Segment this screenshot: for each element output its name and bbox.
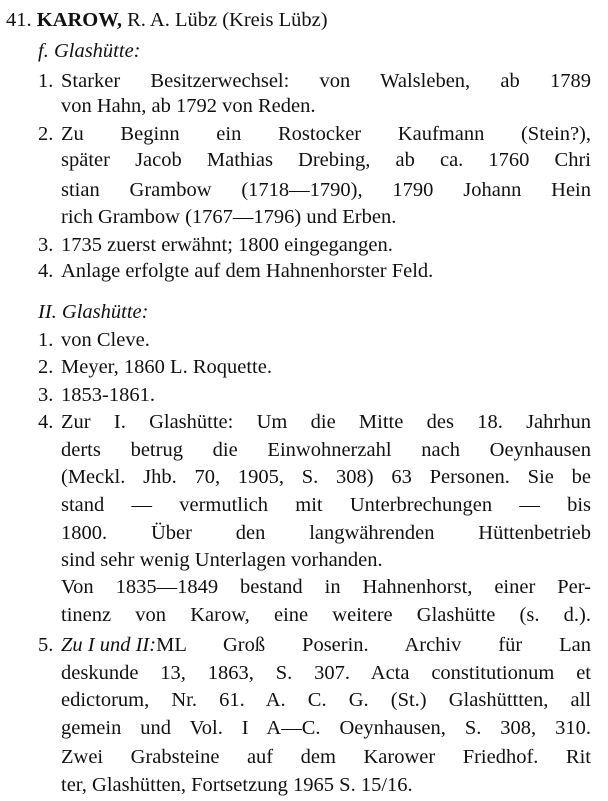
list-item-line: sind sehr wenig Unterlagen vorhanden. [61, 549, 383, 571]
list-item-line: gemein und Vol. I A—C. Oeynhausen, S. 308, 310. [61, 717, 591, 739]
list-item-number: 1. [38, 70, 54, 92]
list-item-line: tinenz von Karow, eine weitere Glashütte (s. d.). [61, 604, 591, 626]
list-item-number: 2. [38, 356, 54, 378]
entry-location: R. A. Lübz (Kreis Lübz) [127, 9, 328, 31]
list-item-line: (Meckl. Jhb. 70, 1905, S. 308) 63 Personen. Sie be [61, 466, 591, 488]
list-item-line: 1800. Über den langwährenden Hüttenbetrieb [61, 522, 591, 544]
list-item-line: von Hahn, ab 1792 von Reden. [61, 95, 316, 117]
list-item-line: deskunde 13, 1863, S. 307. Acta constitutionum et [61, 662, 591, 684]
section-heading-i: f. Glashütte: [38, 40, 141, 62]
list-item-line: Zu Beginn ein Rostocker Kaufmann (Stein?), [61, 123, 591, 145]
list-item-line: Meyer, 1860 L. Roquette. [61, 356, 272, 378]
list-item-line: ML Groß Poserin. Archiv für Lan [156, 634, 591, 656]
list-item-line: ter, Glashütten, Fortsetzung 1965 S. 15/16. [61, 774, 413, 796]
list-item-line: Von 1835—1849 bestand in Hahnenhorst, einer Per- [61, 576, 591, 598]
list-item-number: 3. [38, 234, 54, 256]
list-item-line: Starker Besitzerwechsel: von Walsleben, ab 1789 [61, 70, 591, 92]
list-item-first-line [61, 633, 591, 657]
list-item-line: stand — vermutlich mit Unterbrechungen — bis [61, 494, 591, 516]
list-item-line: 1853-1861. [61, 384, 155, 406]
list-item-line: von Cleve. [61, 329, 150, 351]
list-item-number: 4. [38, 411, 54, 433]
list-item-number: 1. [38, 329, 54, 351]
list-item-line: derts betrug die Einwohnerzahl nach Oeynhausen [61, 439, 591, 461]
list-item-number: 5. [38, 634, 54, 656]
list-item-line: Zwei Grabsteine auf dem Karower Friedhof. Rit [61, 746, 591, 768]
entry-name: KAROW, [36, 9, 122, 31]
list-item-line: edictorum, Nr. 61. A. C. G. (St.) Glashüttten, all [61, 689, 591, 711]
section-heading-ii: II. Glashütte: [38, 301, 149, 323]
list-item-italic-lead: Zu I und II: [61, 634, 157, 656]
list-item-number: 4. [38, 260, 54, 282]
list-item-line: Zur I. Glashütte: Um die Mitte des 18. Jahrhun [61, 411, 591, 433]
list-item-number: 2. [38, 123, 54, 145]
list-item-line: Anlage erfolgte auf dem Hahnenhorster Feld. [61, 260, 434, 282]
list-item-line: stian Grambow (1718—1790), 1790 Johann Hein [61, 179, 591, 201]
entry-header [6, 8, 328, 32]
list-item-line: rich Grambow (1767—1796) und Erben. [61, 206, 397, 228]
list-item-line: 1735 zuerst erwähnt; 1800 eingegangen. [61, 234, 393, 256]
entry-number: 41. [6, 9, 32, 31]
list-item-number: 3. [38, 384, 54, 406]
list-item-line: später Jacob Mathias Drebing, ab ca. 1760 Chri [61, 149, 591, 171]
